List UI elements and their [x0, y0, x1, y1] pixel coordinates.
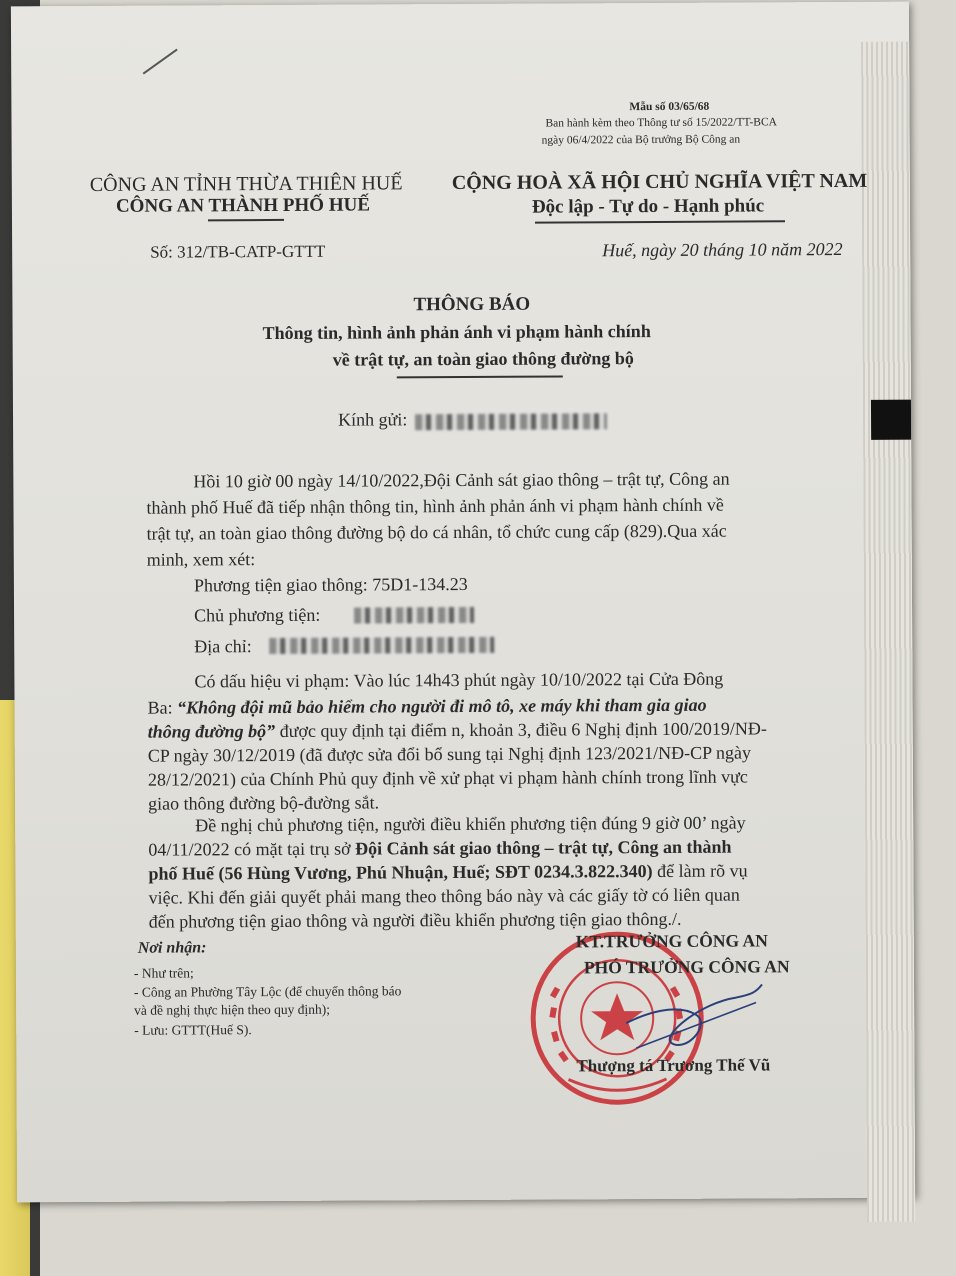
redacted-owner	[354, 607, 474, 624]
owner-label: Chủ phương tiện:	[194, 604, 321, 626]
paragraph-1-line-4: minh, xem xét:	[146, 549, 256, 570]
issued-line-2: ngày 06/4/2022 của Bộ trưởng Bộ Công an	[541, 133, 741, 147]
form-number: Mẫu số 03/65/68	[629, 100, 710, 114]
document-subtitle-2: về trật tự, an toàn giao thông đường bộ	[332, 348, 634, 370]
issued-line-1: Ban hành kèm theo Thông tư số 15/2022/TT-BCA	[545, 116, 777, 130]
black-binder-tab	[871, 400, 911, 440]
request-line-2-prefix: 04/11/2022 có mặt tại trụ sở	[148, 838, 356, 860]
violation-line-6: giao thông đường bộ-đường sắt.	[147, 792, 380, 814]
paragraph-1-line-2: thành phố Huế đã tiếp nhận thông tin, hình ảnh phản ánh vi phạm hành chính về	[146, 494, 724, 518]
request-line-1: Đề nghị chủ phương tiện, người điều khiển phương tiện đúng 9 giờ 00’ ngày	[195, 812, 746, 836]
violation-line-3-rest: được quy định tại điểm n, khoản 3, điều 6 Nghị định 100/2019/NĐ-	[275, 718, 767, 741]
request-line-5: đến phương tiện giao thông và người điều khiển phương tiện giao thông./.	[148, 908, 682, 932]
agency-underline	[208, 219, 284, 221]
redacted-address	[269, 637, 494, 654]
recipient-item-4: - Lưu: GTTT(Huế S).	[134, 1022, 252, 1038]
violation-quote-2: thông đường bộ”	[147, 720, 276, 742]
national-title: CỘNG HOÀ XÃ HỘI CHỦ NGHĨA VIỆT NAM	[451, 169, 868, 195]
recipient-item-2: - Công an Phường Tây Lộc (để chuyển thông báo	[133, 983, 402, 1000]
recipient-label: Kính gửi:	[337, 409, 408, 430]
document-subtitle-1: Thông tin, hình ảnh phản ánh vi phạm hành chính	[262, 321, 651, 344]
place-date: Huế, ngày 20 tháng 10 năm 2022	[602, 239, 843, 261]
recipient-item-3: và đề nghị thực hiện theo quy định);	[134, 1001, 331, 1018]
violation-quote-1: “Không đội mũ bảo hiểm cho người đi mô tô, xe máy khi tham gia giao	[176, 694, 707, 718]
pencil-mark	[141, 45, 181, 75]
agency-name: CÔNG AN THÀNH PHỐ HUẾ	[115, 194, 371, 217]
signature-title-1: KT.TRƯỞNG CÔNG AN	[575, 930, 768, 952]
violation-line-2-prefix: Ba:	[147, 697, 178, 718]
violation-line-5: 28/12/2021) của Chính Phủ quy định về xử phạt vi phạm hành chính trong lĩnh vực	[147, 766, 748, 790]
title-underline	[397, 375, 563, 377]
national-motto: Độc lập - Tự do - Hạnh phúc	[531, 195, 765, 218]
recipient-item-1: - Như trên;	[133, 965, 194, 981]
document-number: Số: 312/TB-CATP-GTTT	[150, 241, 326, 262]
paragraph-1-line-3: trật tự, an toàn giao thông đường bộ do cá nhân, tổ chức cung cấp (829).Qua xác	[146, 520, 727, 544]
document-title: THÔNG BÁO	[413, 293, 531, 316]
request-line-3-rest: để làm rõ vụ	[652, 860, 748, 882]
document-page	[11, 2, 915, 1203]
address-label: Địa chỉ:	[194, 636, 252, 657]
signature-title-2: PHÓ TRƯỞNG CÔNG AN	[583, 956, 790, 978]
redacted-recipient	[415, 413, 607, 430]
paper-edge-stack	[861, 42, 915, 1222]
agency-parent: CÔNG AN TỈNH THỪA THIÊN HUẾ	[89, 172, 403, 196]
signer-name: Thượng tá Trương Thế Vũ	[576, 1055, 771, 1076]
violation-line-1: Có dấu hiệu vi phạm: Vào lúc 14h43 phút ngày 10/10/2022 tại Cửa Đông	[194, 668, 724, 692]
office-name: Đội Cảnh sát giao thông – trật tự, Công an thành	[355, 836, 732, 859]
office-address: phố Huế (56 Hùng Vương, Phú Nhuận, Huế; SĐT 0234.3.822.340)	[148, 861, 653, 884]
motto-underline	[535, 220, 785, 223]
paragraph-1-line-1: Hồi 10 giờ 00 ngày 14/10/2022,Đội Cảnh sát giao thông – trật tự, Công an	[193, 468, 730, 492]
recipients-title: Nơi nhận:	[137, 939, 207, 957]
violation-line-4: CP ngày 30/12/2019 (đã được sửa đổi bổ sung tại Nghị định 123/2021/NĐ-CP ngày	[147, 742, 752, 766]
vehicle-plate: Phương tiện giao thông: 75D1-134.23	[193, 573, 468, 596]
request-line-4: việc. Khi đến giải quyết phải mang theo thông báo này và các giấy tờ có liên quan	[148, 884, 740, 908]
